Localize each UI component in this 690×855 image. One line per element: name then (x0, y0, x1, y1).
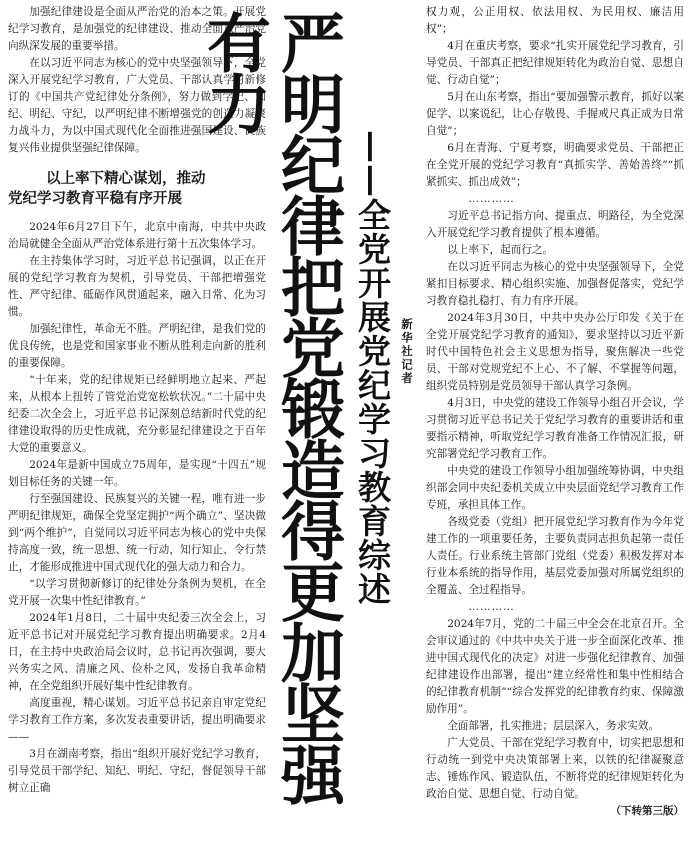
body-paragraph: 全面部署，扎实推进；层层深入，务求实效。 (447, 720, 660, 732)
subheadline: ——全党开展党纪学习教育综述 (353, 130, 392, 606)
body-paragraph: 习近平总书记指方向、提重点、明路径，为全党深入开展党纪学习教育提供了根本遵循。 (426, 210, 684, 239)
byline: 新华社记者 (400, 318, 414, 386)
ellipsis-separator: ………… (468, 193, 515, 205)
intro-paragraph-1: 加强纪律建设是全面从严治党的治本之策。开展党纪学习教育，是加强党的纪律建设、推动全面从严治党向纵深发展的重要举措。 (8, 6, 266, 52)
body-paragraph: 5月在山东考察，指出“要加强警示教育，抓好以案促学、以案说纪，让心存敬畏、手握戒尺真正成为日常自觉”； (426, 91, 684, 137)
body-paragraph: 2024年是新中国成立75周年，是实现“十四五”规划目标任务的关键一年。 (8, 459, 266, 488)
section-title-line-1: 以上率下精心谋划，推动 (46, 171, 206, 187)
headline: 严明纪律把党锻造得更加坚强有力 (196, 10, 344, 803)
intro-paragraph-2: 在以习近平同志为核心的党中央坚强领导下，全党深入开展党纪学习教育，广大党员、干部认真学习新修订的《中国共产党纪律处分条例》，努力做到学纪、知纪、明纪、守纪，以严明纪律不断增强党的创造力凝聚力战斗力，为以中国式现代化全面推进强国建设、民族复兴伟业提供坚强纪律保障。 (8, 57, 266, 154)
body-paragraph: 2024年3月30日，中共中央办公厅印发《关于在全党开展党纪学习教育的通知》，要求坚持以习近平新时代中国特色社会主义思想为指导，聚焦解决一些党员、干部对党规党纪不上心、不了解、不掌握等问题，组织党员特别是党员领导干部认真学习条例。 (426, 312, 684, 392)
body-paragraph: 各级党委（党组）把开展党纪学习教育作为今年党建工作的一项重要任务，主要负责同志担负起第一责任人责任。行业系统主管部门党组（党委）积极发挥对本行业本系统的指导作用，基层党委加强对所属党组织的全覆盖、全过程指导。 (426, 516, 684, 596)
section-title (8, 169, 266, 209)
right-text-column (426, 4, 684, 852)
body-paragraph: 在主持集体学习时，习近平总书记强调，以正在开展的党纪学习教育为契机，引导党员、干部把增强党性、严守纪律、砥砺作风贯通起来，融入日常、化为习惯。 (8, 255, 266, 318)
body-paragraph: “十年来，党的纪律规矩已经鲜明地立起来、严起来，从根本上扭转了管党治党宽松软状况。”二十届中央纪委二次全会上，习近平总书记深刻总结新时代党的纪律建设取得的历史性成就，充分彰显纪律建设之于百年大党的重要意义。 (8, 374, 266, 454)
body-paragraph: 高度重视，精心谋划。习近平总书记亲自审定党纪学习教育工作方案，多次发表重要讲话，提出明确要求—— (8, 697, 266, 743)
body-paragraph: 行至强国建设、民族复兴的关键一程，唯有进一步严明纪律规矩，确保全党坚定拥护“两个确立”、坚决做到“两个维护”，自觉同以习近平同志为核心的党中央保持高度一致，统一思想、统一行动，知行知止、令行禁止，才能形成推进中国式现代化的强大动力和合力。 (8, 493, 266, 573)
body-paragraph: 3月在湖南考察，指出“组织开展好党纪学习教育，引导党员干部学纪、知纪、明纪、守纪，督促领导干部树立正确 (8, 748, 266, 794)
body-paragraph: 2024年1月8日，二十届中央纪委三次全会上，习近平总书记对开展党纪学习教育提出明确要求。2月4日，在主持中央政治局会议时，总书记再次强调，要大兴务实之风、清廉之风、俭朴之风，发扬自我革命精神，在全党组织开展好集中性纪律教育。 (8, 612, 266, 692)
body-paragraph: 2024年6月27日下午，北京中南海，中共中央政治局就健全全面从严治党体系进行第十五次集体学习。 (8, 221, 266, 250)
body-paragraph: “以学习贯彻新修订的纪律处分条例为契机，在全党开展一次集中性纪律教育。” (8, 578, 266, 607)
body-paragraph: 权力观，公正用权、依法用权、为民用权、廉洁用权”； (426, 6, 684, 35)
body-paragraph: 2024年7月，党的二十届三中全会在北京召开。全会审议通过的《中共中央关于进一步全面深化改革、推进中国式现代化的决定》对进一步强化纪律教育、加强纪律建设作出部署，提出“建立经常性和集中性相结合的纪律教育机制”“综合发挥党的纪律教育约束、保障激励作用”。 (426, 618, 684, 715)
body-paragraph: 在以习近平同志为核心的党中央坚强领导下，全党紧扣目标要求、精心组织实施、加强督促落实，党纪学习教育稳扎稳打、有力有序开展。 (426, 261, 684, 307)
continued-note: （下转第三版） (610, 805, 684, 817)
body-paragraph: 以上率下，起而行之。 (447, 244, 554, 256)
section-title-line-2: 党纪学习教育平稳有序开展 (8, 191, 182, 207)
body-paragraph: 中央党的建设工作领导小组加强统筹协调，中央组织部会同中央纪委机关成立中央层面党纪学习教育工作专班，承担具体工作。 (426, 465, 684, 511)
body-paragraph: 4月在重庆考察，要求“扎实开展党纪学习教育，引导党员、干部真正把纪律规矩转化为政治自觉、思想自觉、行动自觉”； (426, 40, 684, 86)
body-paragraph: 广大党员、干部在党纪学习教育中，切实把思想和行动统一到党中央决策部署上来，以铁的纪律凝聚意志、锤炼作风、锻造队伍，不断将党的纪律规矩转化为政治自觉、思想自觉、行动自觉。 (426, 737, 684, 800)
body-paragraph: 加强纪律性，革命无不胜。严明纪律，是我们党的优良传统，也是党和国家事业不断从胜利走向新的胜利的重要保障。 (8, 323, 266, 369)
body-paragraph: 6月在青海、宁夏考察，明确要求党员、干部把正在全党开展的党纪学习教育“真抓实学、善始善终”“抓紧抓实、抓出成效”； (426, 142, 684, 188)
ellipsis-separator: ………… (468, 601, 515, 613)
body-paragraph: 4月3日，中央党的建设工作领导小组召开会议，学习贯彻习近平总书记关于党纪学习教育的重要讲话和重要指示精神，听取党纪学习教育准备工作情况汇报，研究部署党纪学习教育工作。 (426, 397, 684, 460)
